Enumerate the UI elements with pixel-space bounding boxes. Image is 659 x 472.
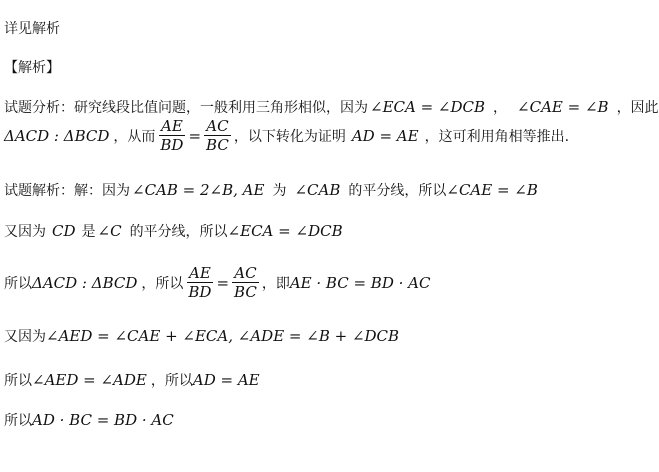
step2-text-2: 是 — [81, 224, 96, 240]
solution-line-1 — [4, 180, 538, 200]
step5-math-1: ∠AED = ∠ADE — [32, 371, 147, 389]
step-line-2 — [4, 221, 343, 241]
analysis-text-4: ，以下转化为证明 — [233, 128, 346, 145]
step2-math-2: ∠C — [97, 222, 122, 240]
fraction-ae-bd — [186, 264, 213, 301]
fraction-numerator: AE — [161, 117, 183, 135]
step6-text-1: 所以 — [4, 413, 32, 429]
step5-text-2: ，所以 — [150, 373, 193, 389]
solution-math-2: ∠CAB — [294, 181, 341, 199]
step3-text-3: ，即 — [261, 275, 290, 292]
solution-math-1: ∠CAB = 2∠B, AE — [132, 181, 265, 199]
step3-text-2: ，所以 — [141, 275, 184, 292]
analysis-label: 试题分析： — [4, 100, 74, 116]
fraction-denominator: BD — [160, 136, 184, 154]
analysis-math-1: ∠ECA = ∠DCB — [370, 98, 486, 116]
step-line-5 — [4, 370, 260, 390]
analysis-line-2 — [4, 117, 569, 154]
analysis-text-3: ，从而 — [113, 128, 156, 145]
fraction-numerator: AC — [234, 264, 257, 282]
fraction-numerator: AE — [189, 264, 211, 282]
step3-math-2: AE · BC = BD · AC — [289, 273, 431, 292]
step2-text-1: 又因为 — [4, 224, 46, 240]
fraction-denominator: BC — [234, 283, 257, 301]
step4-text-1: 又因为 — [4, 329, 46, 345]
step-line-3 — [4, 264, 430, 301]
analysis-line-1 — [4, 97, 659, 117]
section-label — [4, 57, 60, 77]
fraction-ac-bc — [204, 117, 231, 154]
analysis-text-1: 研究线段比值问题，一般利用三角形相似，因为 — [74, 100, 368, 116]
analysis-math-4: AD = AE — [351, 126, 419, 145]
solution-text-2: 为 — [272, 183, 287, 199]
step2-math-1: CD — [52, 222, 76, 240]
equals-sign: = — [216, 273, 230, 292]
analysis-text-2: ，因此 — [616, 100, 659, 116]
analysis-math-2: ∠CAE = ∠B — [517, 98, 609, 116]
step-line-6 — [4, 410, 174, 430]
section-text: 【解析】 — [4, 60, 60, 76]
analysis-sep-1: ， — [493, 100, 508, 116]
step5-text-1: 所以 — [4, 373, 32, 389]
step3-math-1: ΔACD : ΔBCD — [32, 273, 138, 292]
solution-text-3: 的平分线，所以 — [348, 183, 447, 199]
fraction-ac-bc — [232, 264, 259, 301]
step4-math-1: ∠AED = ∠CAE + ∠ECA, ∠ADE = ∠B + ∠DCB — [46, 327, 400, 345]
analysis-text-5: ，这可利用角相等推出. — [424, 128, 570, 145]
step6-math-1: AD · BC = BD · AC — [32, 411, 174, 429]
heading-text: 详见解析 — [4, 21, 60, 37]
analysis-math-3: ΔACD : ΔBCD — [4, 126, 110, 145]
solution-text-1: 解：因为 — [74, 183, 130, 199]
solution-math-3: ∠CAE = ∠B — [446, 181, 538, 199]
step2-math-3: ∠ECA = ∠DCB — [227, 222, 343, 240]
fraction-denominator: BC — [206, 136, 229, 154]
fraction-numerator: AC — [206, 117, 229, 135]
fraction-denominator: BD — [188, 283, 212, 301]
step2-text-3: 的平分线，所以 — [129, 224, 228, 240]
fraction-ae-bd — [158, 117, 185, 154]
step5-math-2: AD = AE — [192, 371, 260, 389]
solution-label: 试题解析： — [4, 183, 74, 199]
step3-text-1: 所以 — [4, 275, 32, 292]
step-line-4 — [4, 326, 399, 346]
equals-sign: = — [188, 126, 202, 145]
answer-heading — [4, 18, 60, 38]
